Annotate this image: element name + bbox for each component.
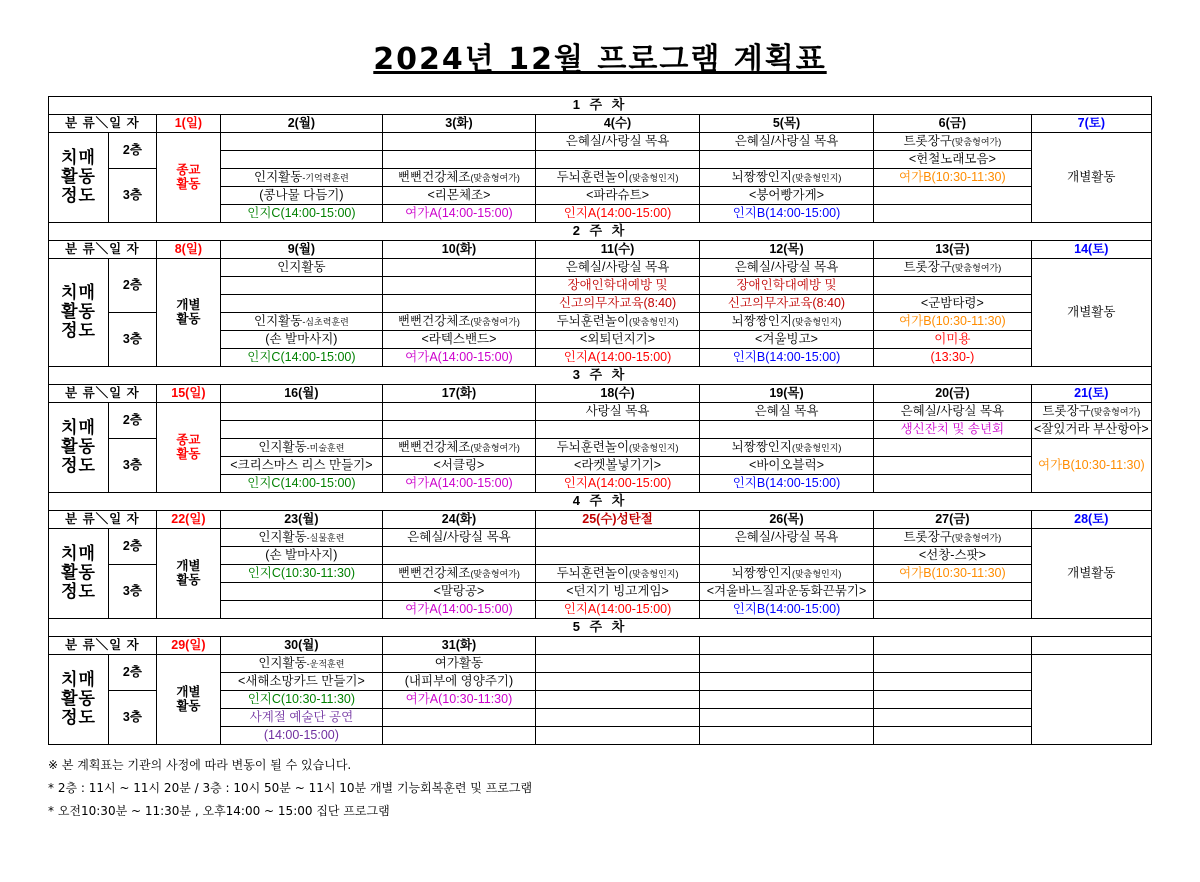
schedule-cell bbox=[874, 691, 1032, 709]
schedule-cell bbox=[536, 151, 700, 169]
day-header: 13(금) bbox=[874, 241, 1032, 259]
schedule-cell bbox=[221, 421, 383, 439]
schedule-cell: 생신잔치 및 송년회 bbox=[874, 421, 1032, 439]
schedule-cell: <라텍스밴드> bbox=[382, 331, 535, 349]
category-cell: 치매 활동 정도 bbox=[49, 133, 109, 223]
schedule-cell: 뇌짱짱인지(맞춤형인지) bbox=[699, 313, 873, 331]
schedule-cell: <서클링> bbox=[382, 457, 535, 475]
week-band: 1 주 차 bbox=[49, 97, 1152, 115]
schedule-cell: <겨울빙고> bbox=[699, 331, 873, 349]
floor-3-cell: 3층 bbox=[109, 691, 157, 745]
schedule-cell: 여가B(10:30-11:30) bbox=[874, 565, 1032, 583]
schedule-cell: (13:30-) bbox=[874, 349, 1032, 367]
schedule-cell bbox=[699, 655, 873, 673]
schedule-cell bbox=[382, 547, 535, 565]
schedule-cell bbox=[382, 151, 535, 169]
schedule-cell bbox=[874, 475, 1032, 493]
day-header: 25(수)성탄절 bbox=[536, 511, 700, 529]
schedule-cell: 은혜실/사랑실 목욕 bbox=[536, 259, 700, 277]
day-header: 23(월) bbox=[221, 511, 383, 529]
schedule-cell bbox=[874, 601, 1032, 619]
schedule-cell: 여가A(14:00-15:00) bbox=[382, 349, 535, 367]
schedule-cell bbox=[221, 295, 383, 313]
schedule-cell: 두뇌훈련놀이(맞춤형인지) bbox=[536, 439, 700, 457]
schedule-cell: 은혜실/사랑실 목욕 bbox=[699, 529, 873, 547]
schedule-cell: (콩나물 다듬기) bbox=[221, 187, 383, 205]
schedule-cell: 인지C(10:30-11:30) bbox=[221, 691, 383, 709]
schedule-cell bbox=[536, 691, 700, 709]
floor-2-cell: 2층 bbox=[109, 529, 157, 565]
saturday-cell: 여가B(10:30-11:30) bbox=[1031, 439, 1151, 493]
schedule-cell bbox=[536, 655, 700, 673]
schedule-cell bbox=[536, 727, 700, 745]
schedule-cell bbox=[536, 673, 700, 691]
category-cell: 치매 활동 정도 bbox=[49, 529, 109, 619]
schedule-cell bbox=[699, 547, 873, 565]
schedule-cell: 인지활동-미술훈련 bbox=[221, 439, 383, 457]
day-header: 10(화) bbox=[382, 241, 535, 259]
floor-3-cell: 3층 bbox=[109, 169, 157, 223]
schedule-cell bbox=[874, 277, 1032, 295]
schedule-cell: 여가A(14:00-15:00) bbox=[382, 205, 535, 223]
note-2: * 2층 : 11시 ~ 11시 20분 / 3층 : 10시 50분 ~ 11시 10분 개별 기능회복훈련 및 프로그램 bbox=[48, 780, 533, 795]
day-header: 8(일) bbox=[156, 241, 220, 259]
schedule-cell bbox=[699, 691, 873, 709]
schedule-cell: 인지A(14:00-15:00) bbox=[536, 475, 700, 493]
day-header: 29(일) bbox=[156, 637, 220, 655]
category-cell: 치매 활동 정도 bbox=[49, 403, 109, 493]
schedule-cell: 인지A(14:00-15:00) bbox=[536, 349, 700, 367]
sunday-cell: 개별 활동 bbox=[156, 529, 220, 619]
day-header: 11(수) bbox=[536, 241, 700, 259]
schedule-cell: <헌철노래모음> bbox=[874, 151, 1032, 169]
schedule-cell: <군밤타령> bbox=[874, 295, 1032, 313]
schedule-cell: 뻔뻔건강체조(맞춤형여가) bbox=[382, 439, 535, 457]
schedule-cell: 인지활동-기억력훈련 bbox=[221, 169, 383, 187]
day-header: 28(토) bbox=[1031, 511, 1151, 529]
schedule-cell: 여가A(14:00-15:00) bbox=[382, 475, 535, 493]
schedule-cell: (손 발마사지) bbox=[221, 547, 383, 565]
week-band: 3 주 차 bbox=[49, 367, 1152, 385]
schedule-cell: 인지B(14:00-15:00) bbox=[699, 601, 873, 619]
day-header: 30(월) bbox=[221, 637, 383, 655]
week-band: 2 주 차 bbox=[49, 223, 1152, 241]
day-header: 16(월) bbox=[221, 385, 383, 403]
schedule-cell: 여가B(10:30-11:30) bbox=[874, 313, 1032, 331]
day-header: 27(금) bbox=[874, 511, 1032, 529]
day-header: 18(수) bbox=[536, 385, 700, 403]
schedule-cell: 여가B(10:30-11:30) bbox=[874, 169, 1032, 187]
schedule-cell: 은혜실/사랑실 목욕 bbox=[536, 133, 700, 151]
schedule-cell: <크리스마스 리스 만들기> bbox=[221, 457, 383, 475]
schedule-cell bbox=[382, 133, 535, 151]
day-header: 5(목) bbox=[699, 115, 873, 133]
schedule-cell: 뇌짱짱인지(맞춤형인지) bbox=[699, 439, 873, 457]
schedule-cell: 인지B(14:00-15:00) bbox=[699, 349, 873, 367]
week-band: 4 주 차 bbox=[49, 493, 1152, 511]
schedule-cell: 인지C(10:30-11:30) bbox=[221, 565, 383, 583]
schedule-cell bbox=[874, 457, 1032, 475]
schedule-cell: 두뇌훈련놀이(맞춤형인지) bbox=[536, 313, 700, 331]
schedule-cell bbox=[699, 727, 873, 745]
classify-header: 분 류＼일 자 bbox=[49, 511, 157, 529]
day-header bbox=[699, 637, 873, 655]
schedule-cell bbox=[221, 583, 383, 601]
schedule-cell: 인지C(14:00-15:00) bbox=[221, 205, 383, 223]
schedule-cell: 장애인학대예방 및 bbox=[536, 277, 700, 295]
sunday-cell: 종교 활동 bbox=[156, 403, 220, 493]
day-header: 20(금) bbox=[874, 385, 1032, 403]
day-header: 12(목) bbox=[699, 241, 873, 259]
schedule-cell: (내피부에 영양주기) bbox=[382, 673, 535, 691]
floor-3-cell: 3층 bbox=[109, 313, 157, 367]
schedule-cell: 인지활동-심초력훈련 bbox=[221, 313, 383, 331]
schedule-cell bbox=[221, 403, 383, 421]
schedule-cell: 뻔뻔건강체조(맞춤형여가) bbox=[382, 169, 535, 187]
footer-notes bbox=[48, 754, 1152, 822]
day-header: 26(목) bbox=[699, 511, 873, 529]
schedule-cell: 뇌짱짱인지(맞춤형인지) bbox=[699, 565, 873, 583]
note-1: ※ 본 계획표는 기관의 사정에 따라 변동이 될 수 있습니다. bbox=[48, 758, 352, 772]
schedule-cell: 신고의무자교육(8:40) bbox=[536, 295, 700, 313]
day-header: 2(월) bbox=[221, 115, 383, 133]
schedule-cell: 두뇌훈련놀이(맞춤형인지) bbox=[536, 169, 700, 187]
schedule-cell: 뻔뻔건강체조(맞춤형여가) bbox=[382, 565, 535, 583]
schedule-cell: 트롯장구(맞춤형여가) bbox=[874, 529, 1032, 547]
day-header: 21(토) bbox=[1031, 385, 1151, 403]
schedule-cell bbox=[874, 673, 1032, 691]
sunday-cell: 개별 활동 bbox=[156, 655, 220, 745]
day-header: 15(일) bbox=[156, 385, 220, 403]
schedule-cell bbox=[382, 421, 535, 439]
schedule-cell: 인지C(14:00-15:00) bbox=[221, 475, 383, 493]
floor-3-cell: 3층 bbox=[109, 439, 157, 493]
schedule-cell: 은혜실/사랑실 목욕 bbox=[382, 529, 535, 547]
saturday-cell: 트롯장구(맞춤형여가) bbox=[1031, 403, 1151, 421]
schedule-cell: <외퇴던지기> bbox=[536, 331, 700, 349]
schedule-cell: 장애인학대예방 및 bbox=[699, 277, 873, 295]
document-page bbox=[0, 34, 1200, 882]
schedule-cell bbox=[382, 709, 535, 727]
schedule-cell bbox=[382, 403, 535, 421]
schedule-cell bbox=[874, 655, 1032, 673]
schedule-cell: 인지활동 bbox=[221, 259, 383, 277]
schedule-cell: (손 발마사지) bbox=[221, 331, 383, 349]
schedule-cell: 은혜실 목욕 bbox=[699, 403, 873, 421]
schedule-cell: <겨울바느질과운동화끈묶기> bbox=[699, 583, 873, 601]
schedule-cell: 여가활동 bbox=[382, 655, 535, 673]
saturday-cell bbox=[1031, 655, 1151, 745]
schedule-cell bbox=[382, 277, 535, 295]
note-3: * 오전10:30분 ~ 11:30분 , 오후14:00 ~ 15:00 집단 프로그램 bbox=[48, 803, 390, 818]
week-band: 5 주 차 bbox=[49, 619, 1152, 637]
schedule-cell: 이미용 bbox=[874, 331, 1032, 349]
schedule-cell: <리몬체조> bbox=[382, 187, 535, 205]
schedule-cell bbox=[382, 259, 535, 277]
schedule-cell bbox=[874, 583, 1032, 601]
schedule-cell: 뇌짱짱인지(맞춤형인지) bbox=[699, 169, 873, 187]
schedule-cell bbox=[221, 277, 383, 295]
sunday-cell: 종교 활동 bbox=[156, 133, 220, 223]
schedule-cell bbox=[699, 709, 873, 727]
schedule-cell: 트롯장구(맞춤형여가) bbox=[874, 133, 1032, 151]
floor-2-cell: 2층 bbox=[109, 655, 157, 691]
schedule-cell bbox=[382, 727, 535, 745]
category-cell: 치매 활동 정도 bbox=[49, 655, 109, 745]
schedule-cell: 인지B(14:00-15:00) bbox=[699, 475, 873, 493]
day-header: 1(일) bbox=[156, 115, 220, 133]
schedule-cell bbox=[874, 709, 1032, 727]
schedule-cell bbox=[874, 727, 1032, 745]
day-header: 19(목) bbox=[699, 385, 873, 403]
saturday-cell: <잘있거라 부산항아> bbox=[1031, 421, 1151, 439]
classify-header: 분 류＼일 자 bbox=[49, 241, 157, 259]
schedule-cell: <던지기 빙고게임> bbox=[536, 583, 700, 601]
schedule-cell: <붕어빵가게> bbox=[699, 187, 873, 205]
day-header: 4(수) bbox=[536, 115, 700, 133]
schedule-cell bbox=[874, 439, 1032, 457]
saturday-cell: 개별활동 bbox=[1031, 529, 1151, 619]
schedule-cell: 사랑실 목욕 bbox=[536, 403, 700, 421]
schedule-cell: <새해소망카드 만들기> bbox=[221, 673, 383, 691]
day-header: 14(토) bbox=[1031, 241, 1151, 259]
floor-2-cell: 2층 bbox=[109, 133, 157, 169]
schedule-cell bbox=[536, 547, 700, 565]
schedule-cell: 여가A(10:30-11:30) bbox=[382, 691, 535, 709]
day-header bbox=[536, 637, 700, 655]
schedule-cell: 사계절 예술단 공연 bbox=[221, 709, 383, 727]
schedule-cell: <선창-스팟> bbox=[874, 547, 1032, 565]
day-header: 31(화) bbox=[382, 637, 535, 655]
day-header bbox=[1031, 637, 1151, 655]
schedule-cell bbox=[536, 529, 700, 547]
schedule-cell: 인지활동-실물훈련 bbox=[221, 529, 383, 547]
schedule-cell bbox=[536, 709, 700, 727]
schedule-cell: 인지C(14:00-15:00) bbox=[221, 349, 383, 367]
day-header: 24(화) bbox=[382, 511, 535, 529]
program-schedule-table bbox=[48, 96, 1152, 745]
schedule-cell: 은혜실/사랑실 목욕 bbox=[699, 259, 873, 277]
day-header: 6(금) bbox=[874, 115, 1032, 133]
schedule-cell: 인지B(14:00-15:00) bbox=[699, 205, 873, 223]
page-title: 2024년 12월 프로그램 계획표 bbox=[373, 42, 827, 77]
schedule-cell bbox=[221, 151, 383, 169]
floor-2-cell: 2층 bbox=[109, 403, 157, 439]
schedule-cell bbox=[699, 151, 873, 169]
floor-3-cell: 3층 bbox=[109, 565, 157, 619]
schedule-cell: <바이오블럭> bbox=[699, 457, 873, 475]
sunday-cell: 개별 활동 bbox=[156, 259, 220, 367]
schedule-cell bbox=[874, 187, 1032, 205]
schedule-cell: <말랑공> bbox=[382, 583, 535, 601]
schedule-cell: 은혜실/사랑실 목욕 bbox=[874, 403, 1032, 421]
classify-header: 분 류＼일 자 bbox=[49, 637, 157, 655]
schedule-cell: <파라슈트> bbox=[536, 187, 700, 205]
category-cell: 치매 활동 정도 bbox=[49, 259, 109, 367]
day-header: 3(화) bbox=[382, 115, 535, 133]
schedule-cell: 인지A(14:00-15:00) bbox=[536, 601, 700, 619]
schedule-cell: 신고의무자교육(8:40) bbox=[699, 295, 873, 313]
schedule-cell: 인지활동-운적훈련 bbox=[221, 655, 383, 673]
floor-2-cell: 2층 bbox=[109, 259, 157, 313]
day-header: 17(화) bbox=[382, 385, 535, 403]
schedule-cell bbox=[699, 673, 873, 691]
schedule-cell: 트롯장구(맞춤형여가) bbox=[874, 259, 1032, 277]
schedule-cell bbox=[536, 421, 700, 439]
day-header: 22(일) bbox=[156, 511, 220, 529]
day-header: 7(토) bbox=[1031, 115, 1151, 133]
saturday-cell: 개별활동 bbox=[1031, 259, 1151, 367]
schedule-cell: 두뇌훈련놀이(맞춤형인지) bbox=[536, 565, 700, 583]
schedule-cell: 은혜실/사랑실 목욕 bbox=[699, 133, 873, 151]
schedule-cell bbox=[382, 295, 535, 313]
schedule-cell bbox=[699, 421, 873, 439]
schedule-cell bbox=[221, 133, 383, 151]
day-header bbox=[874, 637, 1032, 655]
schedule-cell: 뻔뻔건강체조(맞춤형여가) bbox=[382, 313, 535, 331]
day-header: 9(월) bbox=[221, 241, 383, 259]
schedule-cell: (14:00-15:00) bbox=[221, 727, 383, 745]
schedule-cell: <라켓볼넣기기> bbox=[536, 457, 700, 475]
saturday-cell: 개별활동 bbox=[1031, 133, 1151, 223]
schedule-cell: 인지A(14:00-15:00) bbox=[536, 205, 700, 223]
classify-header: 분 류＼일 자 bbox=[49, 385, 157, 403]
schedule-cell: 여가A(14:00-15:00) bbox=[382, 601, 535, 619]
classify-header: 분 류＼일 자 bbox=[49, 115, 157, 133]
schedule-cell bbox=[221, 601, 383, 619]
schedule-cell bbox=[874, 205, 1032, 223]
